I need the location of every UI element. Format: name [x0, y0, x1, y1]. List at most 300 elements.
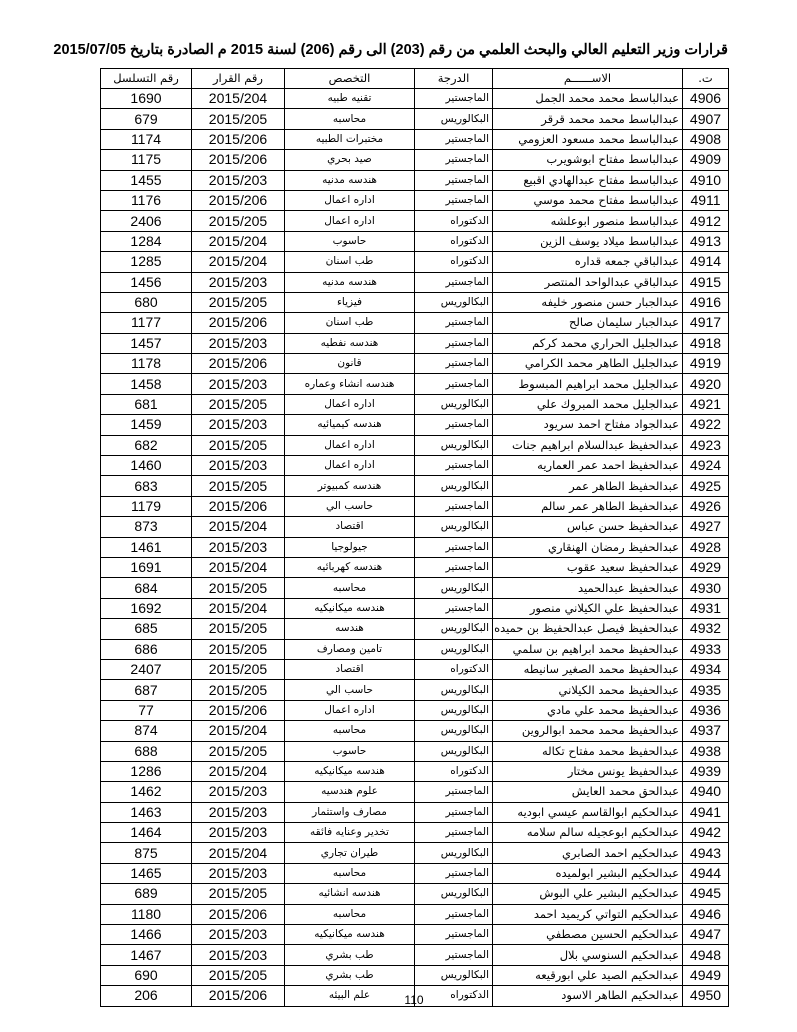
decision-number-cell: 2015/206: [192, 986, 285, 1006]
specialization-cell: محاسبه: [285, 109, 415, 129]
name-cell: عبدالباسط ميلاد يوسف الزين: [493, 231, 683, 251]
table-row: [101, 904, 729, 924]
specialization-cell: هندسه ميكانيكيه: [285, 598, 415, 618]
degree-cell: الدكتوراه: [415, 211, 493, 231]
name-cell: عبدالحفيظ محمد مفتاح تكاله: [493, 741, 683, 761]
degree-cell: الماجستير: [415, 333, 493, 353]
decision-number-cell: 2015/205: [192, 292, 285, 312]
serial-number-cell: 1179: [101, 496, 192, 516]
degree-cell: الماجستير: [415, 925, 493, 945]
seq-cell: 4922: [683, 415, 729, 435]
table-row: [101, 823, 729, 843]
serial-number-cell: 688: [101, 741, 192, 761]
table-row: [101, 211, 729, 231]
degree-cell: الماجستير: [415, 904, 493, 924]
serial-number-cell: 1691: [101, 557, 192, 577]
degree-cell: البكالوريس: [415, 884, 493, 904]
table-row: [101, 394, 729, 414]
serial-number-cell: 2406: [101, 211, 192, 231]
decision-number-cell: 2015/203: [192, 374, 285, 394]
table-row: [101, 150, 729, 170]
specialization-cell: اقتصاد: [285, 659, 415, 679]
serial-number-cell: 1175: [101, 150, 192, 170]
seq-cell: 4945: [683, 884, 729, 904]
serial-number-cell: 1459: [101, 415, 192, 435]
serial-number-cell: 680: [101, 292, 192, 312]
seq-cell: 4908: [683, 129, 729, 149]
serial-number-cell: 1692: [101, 598, 192, 618]
serial-number-cell: 1465: [101, 863, 192, 883]
name-cell: عبدالجبار سليمان صالح: [493, 313, 683, 333]
decision-number-cell: 2015/203: [192, 333, 285, 353]
degree-cell: الماجستير: [415, 557, 493, 577]
degree-cell: البكالوريس: [415, 741, 493, 761]
degree-cell: الماجستير: [415, 150, 493, 170]
serial-number-cell: 1178: [101, 354, 192, 374]
specialization-cell: اداره اعمال: [285, 700, 415, 720]
decision-number-cell: 2015/206: [192, 904, 285, 924]
serial-number-cell: 690: [101, 965, 192, 985]
serial-number-cell: 686: [101, 639, 192, 659]
name-cell: عبدالباقي جمعه قداره: [493, 252, 683, 272]
serial-number-cell: 1455: [101, 170, 192, 190]
name-cell: عبدالحفيظ الطاهر عمر سالم: [493, 496, 683, 516]
degree-cell: الماجستير: [415, 863, 493, 883]
specialization-cell: اداره اعمال: [285, 394, 415, 414]
degree-cell: الدكتوراه: [415, 252, 493, 272]
table-row: [101, 619, 729, 639]
decision-number-cell: 2015/203: [192, 537, 285, 557]
decision-number-cell: 2015/203: [192, 415, 285, 435]
name-cell: عبدالحفيظ علي الكيلاني منصور: [493, 598, 683, 618]
decision-number-cell: 2015/206: [192, 129, 285, 149]
specialization-cell: هندسه كهربائيه: [285, 557, 415, 577]
table-row: [101, 109, 729, 129]
name-cell: عبدالحكيم السنوسي بلال: [493, 945, 683, 965]
name-cell: عبدالحكيم البشير علي البوش: [493, 884, 683, 904]
serial-number-cell: 2407: [101, 659, 192, 679]
serial-number-cell: 1463: [101, 802, 192, 822]
degree-cell: الدكتوراه: [415, 986, 493, 1006]
table-row: [101, 415, 729, 435]
table-row: [101, 843, 729, 863]
name-cell: عبدالحفيظ يونس مختار: [493, 761, 683, 781]
seq-cell: 4914: [683, 252, 729, 272]
name-cell: عبدالحفيظ رمضان الهنقاري: [493, 537, 683, 557]
specialization-cell: هندسه ميكانيكيه: [285, 761, 415, 781]
degree-cell: الماجستير: [415, 496, 493, 516]
serial-number-cell: 206: [101, 986, 192, 1006]
decision-number-cell: 2015/203: [192, 925, 285, 945]
degree-cell: الماجستير: [415, 89, 493, 109]
table-row: [101, 802, 729, 822]
specialization-cell: حاسوب: [285, 231, 415, 251]
specialization-cell: تخدير وعنايه فائقه: [285, 823, 415, 843]
name-cell: عبدالجبار حسن منصور خليفه: [493, 292, 683, 312]
seq-cell: 4910: [683, 170, 729, 190]
decision-number-cell: 2015/205: [192, 476, 285, 496]
degree-cell: البكالوريس: [415, 700, 493, 720]
name-cell: عبدالحكيم احمد الصابري: [493, 843, 683, 863]
decision-number-cell: 2015/205: [192, 394, 285, 414]
decision-number-cell: 2015/205: [192, 578, 285, 598]
seq-cell: 4934: [683, 659, 729, 679]
name-cell: عبدالحكيم الحسين مصطفي: [493, 925, 683, 945]
seq-cell: 4913: [683, 231, 729, 251]
page-number: 110: [404, 993, 424, 1007]
table-row: [101, 557, 729, 577]
seq-cell: 4911: [683, 190, 729, 210]
seq-cell: 4918: [683, 333, 729, 353]
table-row: [101, 170, 729, 190]
degree-cell: البكالوريس: [415, 435, 493, 455]
seq-cell: 4931: [683, 598, 729, 618]
table-row: [101, 761, 729, 781]
degree-cell: الدكتوراه: [415, 761, 493, 781]
table-body: [101, 89, 729, 1007]
table-row: [101, 272, 729, 292]
specialization-cell: هندسه نفطيه: [285, 333, 415, 353]
degree-cell: البكالوريس: [415, 517, 493, 537]
seq-cell: 4937: [683, 721, 729, 741]
serial-number-cell: 685: [101, 619, 192, 639]
decisions-table: [100, 68, 729, 1007]
decision-number-cell: 2015/206: [192, 354, 285, 374]
degree-cell: البكالوريس: [415, 639, 493, 659]
name-cell: عبدالباسط محمد محمد الجمل: [493, 89, 683, 109]
degree-cell: الماجستير: [415, 802, 493, 822]
serial-number-cell: 687: [101, 680, 192, 700]
decision-number-cell: 2015/206: [192, 496, 285, 516]
table-row: [101, 476, 729, 496]
seq-cell: 4946: [683, 904, 729, 924]
degree-cell: البكالوريس: [415, 619, 493, 639]
degree-cell: البكالوريس: [415, 394, 493, 414]
degree-cell: البكالوريس: [415, 721, 493, 741]
serial-number-cell: 1457: [101, 333, 192, 353]
seq-cell: 4950: [683, 986, 729, 1006]
specialization-cell: هندسه مدنيه: [285, 170, 415, 190]
specialization-cell: محاسبه: [285, 904, 415, 924]
serial-number-cell: 684: [101, 578, 192, 598]
seq-cell: 4925: [683, 476, 729, 496]
seq-cell: 4932: [683, 619, 729, 639]
name-cell: عبدالجليل الطاهر محمد الكرامي: [493, 354, 683, 374]
table-row: [101, 680, 729, 700]
table-row: [101, 496, 729, 516]
serial-number-cell: 1458: [101, 374, 192, 394]
degree-cell: الماجستير: [415, 354, 493, 374]
name-cell: عبدالباسط مفتاح محمد موسي: [493, 190, 683, 210]
name-cell: عبدالباسط مفتاح عبدالهادي اقبيع: [493, 170, 683, 190]
seq-cell: 4938: [683, 741, 729, 761]
decision-number-cell: 2015/204: [192, 598, 285, 618]
table-row: [101, 721, 729, 741]
seq-cell: 4930: [683, 578, 729, 598]
serial-number-cell: 875: [101, 843, 192, 863]
decision-number-cell: 2015/205: [192, 884, 285, 904]
table-row: [101, 354, 729, 374]
specialization-cell: هندسه: [285, 619, 415, 639]
name-cell: عبدالحكيم الطاهر الاسود: [493, 986, 683, 1006]
specialization-cell: طيران تجاري: [285, 843, 415, 863]
serial-number-cell: 682: [101, 435, 192, 455]
serial-number-cell: 1462: [101, 782, 192, 802]
table-row: [101, 89, 729, 109]
decision-number-cell: 2015/204: [192, 761, 285, 781]
page-title: قرارات وزير التعليم العالي والبحث العلمي من رقم (203) الى رقم (206) لسنة 2015 م الصادرة بتاريخ 2015/07/05: [53, 42, 728, 58]
seq-cell: 4927: [683, 517, 729, 537]
serial-number-cell: 1466: [101, 925, 192, 945]
name-cell: عبدالحفيظ عبدالسلام ابراهيم جنات: [493, 435, 683, 455]
seq-cell: 4919: [683, 354, 729, 374]
decision-number-cell: 2015/204: [192, 517, 285, 537]
table-row: [101, 782, 729, 802]
decision-number-cell: 2015/205: [192, 965, 285, 985]
seq-cell: 4948: [683, 945, 729, 965]
name-cell: عبدالباقي عبدالواحد المنتصر: [493, 272, 683, 292]
degree-cell: الماجستير: [415, 272, 493, 292]
table-row: [101, 333, 729, 353]
seq-cell: 4939: [683, 761, 729, 781]
degree-cell: الماجستير: [415, 415, 493, 435]
specialization-cell: فيزياء: [285, 292, 415, 312]
seq-cell: 4915: [683, 272, 729, 292]
seq-cell: 4942: [683, 823, 729, 843]
specialization-cell: قانون: [285, 354, 415, 374]
table-row: [101, 190, 729, 210]
degree-cell: الماجستير: [415, 945, 493, 965]
name-cell: عبدالجواد مفتاح احمد سريود: [493, 415, 683, 435]
seq-cell: 4916: [683, 292, 729, 312]
serial-number-cell: 1460: [101, 456, 192, 476]
serial-number-cell: 77: [101, 700, 192, 720]
decision-number-cell: 2015/203: [192, 945, 285, 965]
degree-cell: الماجستير: [415, 170, 493, 190]
name-cell: عبدالباسط محمد مسعود العزومي: [493, 129, 683, 149]
specialization-cell: اداره اعمال: [285, 456, 415, 476]
decision-number-cell: 2015/205: [192, 639, 285, 659]
specialization-cell: هندسه كمبيوتر: [285, 476, 415, 496]
seq-cell: 4924: [683, 456, 729, 476]
degree-cell: البكالوريس: [415, 843, 493, 863]
decision-number-cell: 2015/205: [192, 619, 285, 639]
specialization-cell: صيد بحري: [285, 150, 415, 170]
name-cell: عبدالحكيم ابوعجيله سالم سلامه: [493, 823, 683, 843]
specialization-cell: هندسه كيميائيه: [285, 415, 415, 435]
table-row: [101, 129, 729, 149]
decision-number-cell: 2015/205: [192, 109, 285, 129]
table-row: [101, 252, 729, 272]
header-degree: الدرجة: [415, 69, 493, 89]
name-cell: عبدالحفيظ فيصل عبدالحفيظ بن حميده: [493, 619, 683, 639]
name-cell: عبدالحكيم التواتي كريميد احمد: [493, 904, 683, 924]
seq-cell: 4943: [683, 843, 729, 863]
seq-cell: 4949: [683, 965, 729, 985]
specialization-cell: اداره اعمال: [285, 211, 415, 231]
table-row: [101, 231, 729, 251]
degree-cell: الماجستير: [415, 598, 493, 618]
specialization-cell: علم البيئه: [285, 986, 415, 1006]
table-row: [101, 292, 729, 312]
serial-number-cell: 679: [101, 109, 192, 129]
seq-cell: 4933: [683, 639, 729, 659]
decision-number-cell: 2015/204: [192, 843, 285, 863]
serial-number-cell: 1284: [101, 231, 192, 251]
name-cell: عبدالحفيظ محمد الصغير سانيطه: [493, 659, 683, 679]
specialization-cell: محاسبه: [285, 578, 415, 598]
specialization-cell: حاسب الي: [285, 680, 415, 700]
specialization-cell: حاسوب: [285, 741, 415, 761]
serial-number-cell: 1690: [101, 89, 192, 109]
decision-number-cell: 2015/204: [192, 557, 285, 577]
degree-cell: الماجستير: [415, 129, 493, 149]
decision-number-cell: 2015/205: [192, 435, 285, 455]
specialization-cell: اقتصاد: [285, 517, 415, 537]
seq-cell: 4917: [683, 313, 729, 333]
seq-cell: 4929: [683, 557, 729, 577]
name-cell: عبدالحفيظ الطاهر عمر: [493, 476, 683, 496]
name-cell: عبدالجليل الحراري محمد كركم: [493, 333, 683, 353]
header-seq: ت.: [683, 69, 729, 89]
serial-number-cell: 1461: [101, 537, 192, 557]
name-cell: عبدالحكيم ابوالقاسم عيسي ابوديه: [493, 802, 683, 822]
degree-cell: الماجستير: [415, 313, 493, 333]
decision-number-cell: 2015/205: [192, 659, 285, 679]
specialization-cell: اداره اعمال: [285, 190, 415, 210]
name-cell: عبدالباسط مفتاح ابوشويرب: [493, 150, 683, 170]
name-cell: عبدالحفيظ محمد الكيلاني: [493, 680, 683, 700]
table-row: [101, 578, 729, 598]
header-serial-number: رقم التسلسل: [101, 69, 192, 89]
degree-cell: الدكتوراه: [415, 659, 493, 679]
decision-number-cell: 2015/204: [192, 252, 285, 272]
serial-number-cell: 1174: [101, 129, 192, 149]
decision-number-cell: 2015/205: [192, 680, 285, 700]
header-decision-number: رقم القرار: [192, 69, 285, 89]
table-row: [101, 639, 729, 659]
specialization-cell: طب بشري: [285, 965, 415, 985]
name-cell: عبدالحفيظ محمد محمد ابوالروين: [493, 721, 683, 741]
specialization-cell: تامين ومصارف: [285, 639, 415, 659]
degree-cell: البكالوريس: [415, 109, 493, 129]
degree-cell: البكالوريس: [415, 965, 493, 985]
name-cell: عبدالحفيظ عبدالحميد: [493, 578, 683, 598]
header-name: الاســــــم: [493, 69, 683, 89]
table-row: [101, 598, 729, 618]
serial-number-cell: 1456: [101, 272, 192, 292]
specialization-cell: محاسبه: [285, 721, 415, 741]
decision-number-cell: 2015/205: [192, 211, 285, 231]
seq-cell: 4936: [683, 700, 729, 720]
decision-number-cell: 2015/203: [192, 456, 285, 476]
decision-number-cell: 2015/206: [192, 313, 285, 333]
table-row: [101, 517, 729, 537]
table-row: [101, 456, 729, 476]
table-row: [101, 700, 729, 720]
degree-cell: البكالوريس: [415, 292, 493, 312]
decision-number-cell: 2015/206: [192, 700, 285, 720]
specialization-cell: تقنيه طبيه: [285, 89, 415, 109]
serial-number-cell: 681: [101, 394, 192, 414]
seq-cell: 4920: [683, 374, 729, 394]
degree-cell: البكالوريس: [415, 578, 493, 598]
seq-cell: 4909: [683, 150, 729, 170]
serial-number-cell: 1285: [101, 252, 192, 272]
table-row: [101, 741, 729, 761]
name-cell: عبدالباسط محمد محمد قرقر: [493, 109, 683, 129]
specialization-cell: محاسبه: [285, 863, 415, 883]
table-row: [101, 925, 729, 945]
degree-cell: الماجستير: [415, 374, 493, 394]
seq-cell: 4921: [683, 394, 729, 414]
degree-cell: الماجستير: [415, 823, 493, 843]
name-cell: عبدالحكيم الصيد علي ابورقيعه: [493, 965, 683, 985]
decision-number-cell: 2015/206: [192, 190, 285, 210]
table-row: [101, 884, 729, 904]
decision-number-cell: 2015/203: [192, 272, 285, 292]
name-cell: عبدالحق محمد العايش: [493, 782, 683, 802]
table-row: [101, 537, 729, 557]
specialization-cell: هندسه انشائيه: [285, 884, 415, 904]
decision-number-cell: 2015/203: [192, 802, 285, 822]
serial-number-cell: 874: [101, 721, 192, 741]
seq-cell: 4923: [683, 435, 729, 455]
table-header-row: [101, 69, 729, 89]
specialization-cell: هندسه انشاء وعماره: [285, 374, 415, 394]
seq-cell: 4944: [683, 863, 729, 883]
decision-number-cell: 2015/203: [192, 782, 285, 802]
degree-cell: الماجستير: [415, 190, 493, 210]
degree-cell: الماجستير: [415, 782, 493, 802]
seq-cell: 4906: [683, 89, 729, 109]
decision-number-cell: 2015/206: [192, 150, 285, 170]
seq-cell: 4941: [683, 802, 729, 822]
serial-number-cell: 1177: [101, 313, 192, 333]
specialization-cell: طب اسنان: [285, 252, 415, 272]
name-cell: عبدالجليل محمد ابراهيم المبسوط: [493, 374, 683, 394]
name-cell: عبدالباسط منصور ابوعلشه: [493, 211, 683, 231]
table-row: [101, 313, 729, 333]
table-row: [101, 659, 729, 679]
table-row: [101, 863, 729, 883]
name-cell: عبدالحفيظ سعيد عقوب: [493, 557, 683, 577]
specialization-cell: هندسه ميكانيكيه: [285, 925, 415, 945]
name-cell: عبدالحفيظ حسن عباس: [493, 517, 683, 537]
name-cell: عبدالحفيظ محمد ابراهيم بن سلمي: [493, 639, 683, 659]
table-row: [101, 374, 729, 394]
header-specialization: التخصص: [285, 69, 415, 89]
specialization-cell: طب اسنان: [285, 313, 415, 333]
serial-number-cell: 1286: [101, 761, 192, 781]
decision-number-cell: 2015/204: [192, 231, 285, 251]
degree-cell: الماجستير: [415, 537, 493, 557]
degree-cell: الماجستير: [415, 456, 493, 476]
degree-cell: البكالوريس: [415, 476, 493, 496]
serial-number-cell: 1467: [101, 945, 192, 965]
seq-cell: 4926: [683, 496, 729, 516]
table-row: [101, 965, 729, 985]
decision-number-cell: 2015/203: [192, 863, 285, 883]
decision-number-cell: 2015/203: [192, 823, 285, 843]
specialization-cell: مصارف واستثمار: [285, 802, 415, 822]
specialization-cell: مختبرات الطبيه: [285, 129, 415, 149]
name-cell: عبدالجليل محمد المبروك علي: [493, 394, 683, 414]
name-cell: عبدالحفيظ محمد علي مادي: [493, 700, 683, 720]
table-row: [101, 435, 729, 455]
seq-cell: 4940: [683, 782, 729, 802]
specialization-cell: طب بشري: [285, 945, 415, 965]
